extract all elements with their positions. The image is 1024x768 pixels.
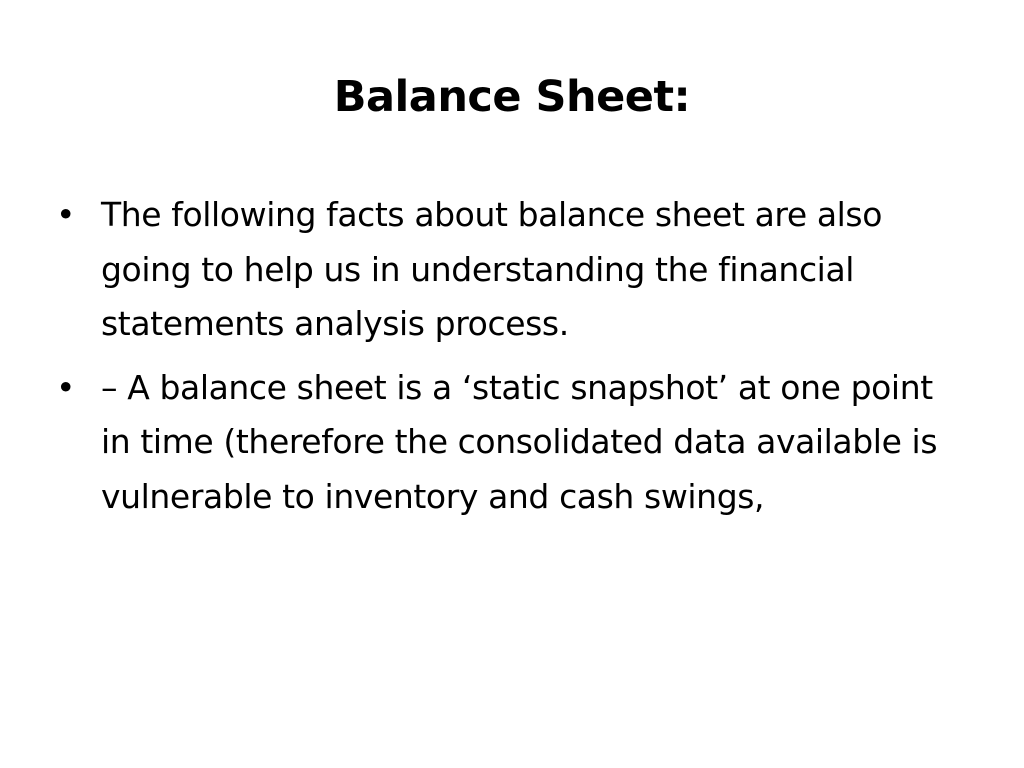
bullet-list — [56, 188, 961, 533]
slide-title: Balance Sheet: — [333, 72, 691, 122]
bullet-item — [56, 188, 961, 352]
bullet-text: The following facts about balance sheet are also going to help us in understanding the financial statements analysis process. — [101, 195, 883, 343]
bullet-icon: • — [56, 195, 76, 234]
bullet-item — [56, 361, 961, 525]
bullet-text: – A balance sheet is a ‘static snapshot’ at one point in time (therefore the consolidated data available is vulnerable to inventory and cash swings, — [101, 367, 938, 516]
bullet-icon: • — [56, 367, 76, 407]
